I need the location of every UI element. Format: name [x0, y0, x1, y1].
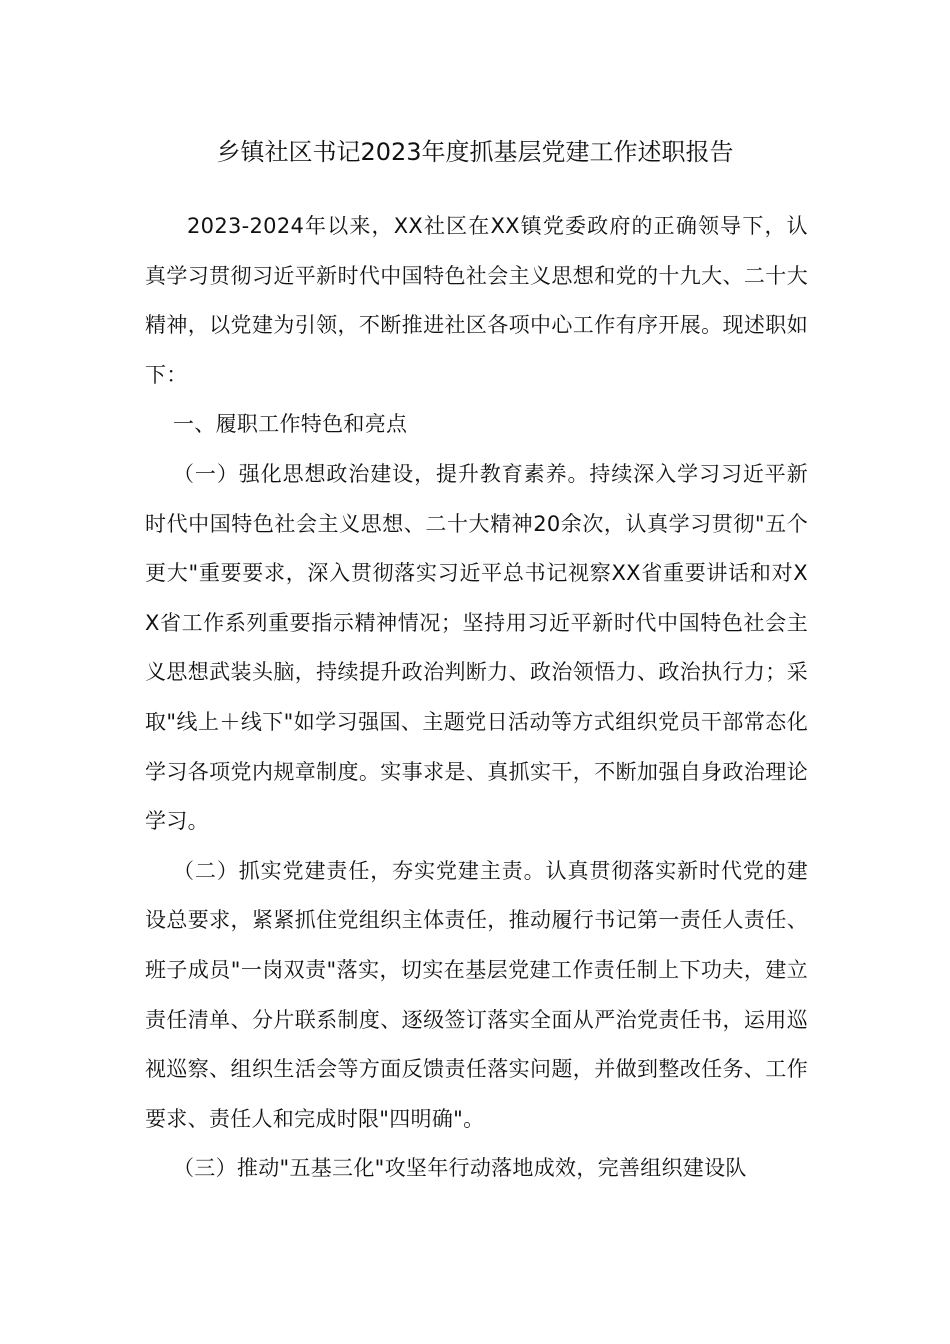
paragraph-section-3: （三）推动"五基三化"攻坚年行动落地成效，完善组织建设队 [173, 1156, 747, 1181]
paragraph-intro: 2023-2024年以来，XX社区在XX镇党委政府的正确领导下，认真学习贯彻习近平新时代中国特色社会主义思想和党的十九大、二十大精神，以党建为引领，不断推进社区各项中心工作有序开展。现述职如下： [145, 214, 808, 387]
paragraph-section-1: （一）强化思想政治建设，提升教育素养。持续深入学习习近平新时代中国特色社会主义思想、二十大精神20余次，认真学习贯彻"五个更大"重要要求，深入贯彻落实习近平总书记视察XX省重要讲话和对XX省工作系列重要指示精神情况；坚持用习近平新时代中国特色社会主义思想武装头脑，持续提升政治判断力、政治领悟力、政治执行力；采取"线上＋线下"如学习强国、主题党日活动等方式组织党员干部常态化学习各项党内规章制度。实事求是、真抓实干，不断加强自身政治理论学习。 [145, 461, 808, 834]
section-heading-1: 一、履职工作特色和亮点 [173, 412, 408, 437]
document-title: 乡镇社区书记2023年度抓基层党建工作述职报告 [216, 138, 734, 166]
document-body [145, 202, 808, 1194]
paragraph-section-2: （二）抓实党建责任，夯实党建主责。认真贯彻落实新时代党的建设总要求，紧紧抓住党组织主体责任，推动履行书记第一责任人责任、班子成员"一岗双责"落实，切实在基层党建工作责任制上下功夫，建立责任清单、分片联系制度、逐级签订落实全面从严治党责任书，运用巡视巡察、组织生活会等方面反馈责任落实问题，并做到整改任务、工作要求、责任人和完成时限"四明确"。 [145, 858, 808, 1131]
